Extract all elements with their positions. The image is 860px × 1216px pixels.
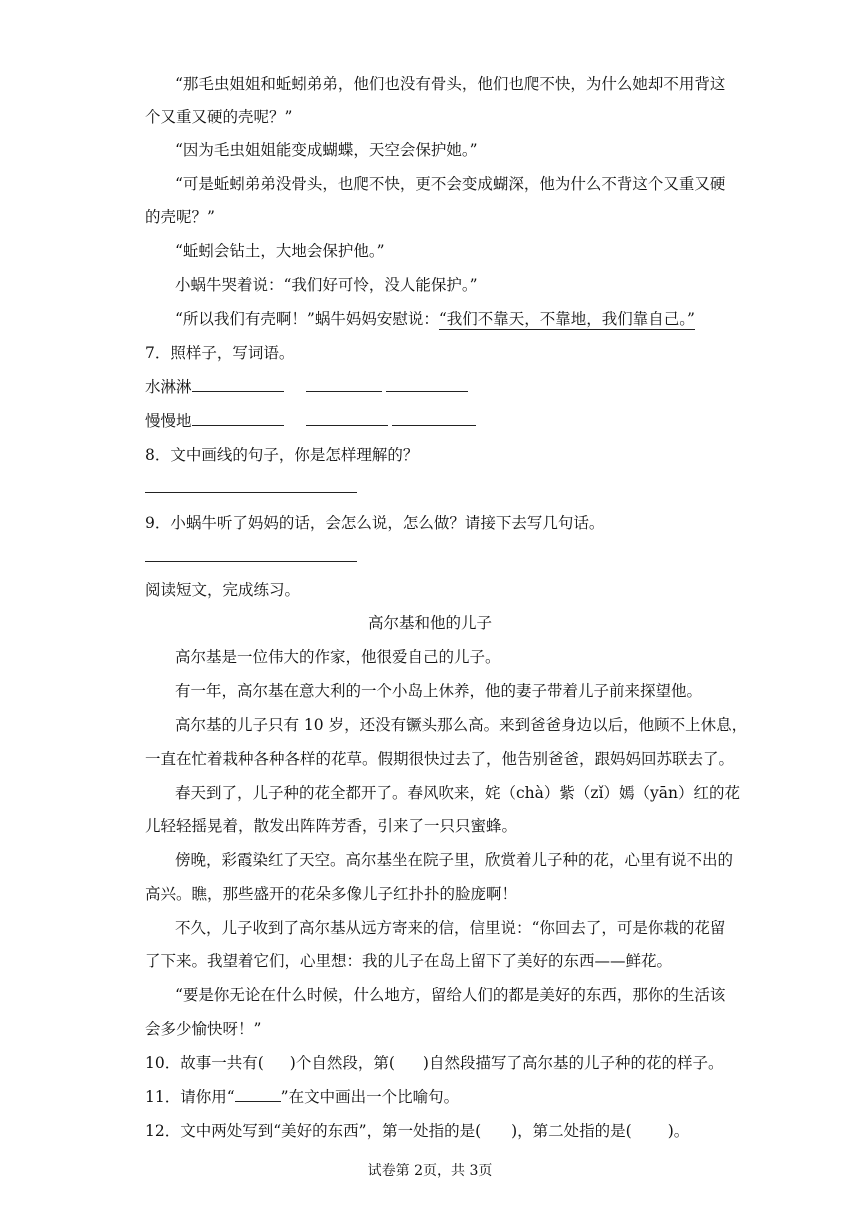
answer-blank[interactable] <box>306 411 388 426</box>
passage-paragraph-cont: 会多少愉快呀！” <box>145 1020 262 1038</box>
passage-paragraph-cont: 了下来。我望着它们，心里想：我的儿子在岛上留下了美好的东西——鲜花。 <box>145 952 673 970</box>
question-text: )个自然段，第( <box>289 1054 395 1072</box>
passage-paragraph: 傍晚，彩霞染红了天空。高尔基坐在院子里，欣赏着儿子种的花，心里有说不出的 <box>175 851 734 869</box>
passage-paragraph: 春天到了，儿子种的花全都开了。春风吹来，姹（chà）紫（zǐ）嫣（yān）红的花 <box>175 784 741 802</box>
passage-paragraph-cont: 儿轻轻摇晃着，散发出阵阵芳香，引来了一只只蜜蜂。 <box>145 817 518 835</box>
story-paragraph: “可是蚯蚓弟弟没骨头，也爬不快，更不会变成蝴深，他为什么不背这个又重又硬 <box>175 175 726 193</box>
question-text: 10．故事一共有( <box>145 1054 264 1072</box>
reading-instruction: 阅读短文，完成练习。 <box>145 581 301 599</box>
passage-paragraph-cont: 一直在忙着栽种各种各样的花草。假期很快过去了，他告别爸爸，跟妈妈回苏联去了。 <box>145 750 735 768</box>
passage-paragraph: 不久，儿子收到了高尔基从远方寄来的信，信里说：“你回去了，可是你栽的花留 <box>175 919 726 937</box>
answer-blank[interactable] <box>306 377 382 392</box>
question-7: 7．照样子，写词语。 <box>145 344 295 362</box>
answer-blank[interactable] <box>386 377 468 392</box>
passage-paragraph-cont: 高兴。瞧，那些盛开的花朵多像儿子红扑扑的脸庞啊！ <box>145 885 518 903</box>
page-footer: 试卷第 2页，共 3页 <box>367 1163 493 1179</box>
story-paragraph: 小蜗牛哭着说：“我们好可怜，没人能保护。” <box>175 276 478 294</box>
question-7-row1 <box>145 377 468 398</box>
question-text: )自然段描写了高尔基的儿子种的花的样子。 <box>422 1054 724 1072</box>
question-7-row2 <box>145 411 476 432</box>
question-8: 8．文中画线的句子，你是怎样理解的？ <box>145 446 419 464</box>
story-paragraph: “那毛虫姐姐和蚯蚓弟弟，他们也没有骨头，他们也爬不快，为什么她却不用背这 <box>175 75 726 93</box>
passage-paragraph: “要是你无论在什么时候，什么地方，留给人们的都是美好的东西，那你的生活该 <box>175 986 726 1004</box>
answer-line[interactable] <box>145 492 357 493</box>
passage-paragraph: 高尔基的儿子只有 10 岁，还没有镢头那么高。来到爸爸身边以后，他顾不上休息， <box>175 716 748 734</box>
story-text: “所以我们有壳啊！”蜗牛妈妈安慰说： <box>175 310 439 328</box>
passage-paragraph: 高尔基是一位伟大的作家，他很爱自己的儿子。 <box>175 648 501 666</box>
story-paragraph: “蚯蚓会钻土，大地会保护他。” <box>175 242 385 260</box>
example-word: 慢慢地 <box>145 413 192 430</box>
passage-paragraph: 有一年，高尔基在意大利的一个小岛上休养，他的妻子带着儿子前来探望他。 <box>175 682 703 700</box>
story-paragraph-cont: 个又重又硬的壳呢？” <box>145 108 293 126</box>
question-text: )。 <box>667 1122 690 1140</box>
underlined-sentence: “我们不靠天，不靠地，我们靠自己。” <box>438 310 695 328</box>
question-text: ”在文中画出一个比喻句。 <box>280 1088 460 1106</box>
answer-line[interactable] <box>145 561 357 562</box>
question-11 <box>145 1087 459 1107</box>
question-10 <box>145 1053 723 1073</box>
story-paragraph <box>175 309 695 329</box>
example-word: 水淋淋 <box>145 379 192 396</box>
question-12 <box>145 1121 689 1141</box>
story-paragraph-cont: 的壳呢？” <box>145 208 215 226</box>
answer-blank[interactable] <box>192 377 284 392</box>
question-text: )，第二处指的是( <box>511 1122 632 1140</box>
answer-blank[interactable] <box>392 411 476 426</box>
answer-blank[interactable] <box>235 1088 281 1102</box>
question-text: 11．请你用“ <box>145 1088 235 1106</box>
question-text: 12．文中两处写到“美好的东西”，第一处指的是( <box>145 1122 482 1140</box>
passage-title: 高尔基和他的儿子 <box>367 614 492 632</box>
story-paragraph: “因为毛虫姐姐能变成蝴蝶，天空会保护她。” <box>175 141 478 159</box>
answer-blank[interactable] <box>192 411 284 426</box>
question-9: 9．小蜗牛听了妈妈的话，会怎么说，怎么做？请接下去写几句话。 <box>145 514 605 532</box>
